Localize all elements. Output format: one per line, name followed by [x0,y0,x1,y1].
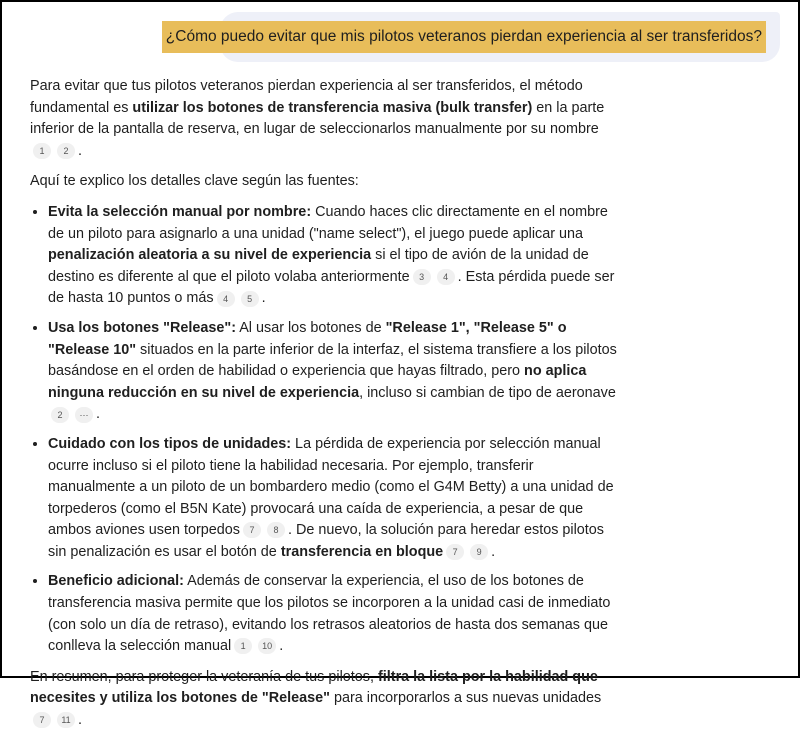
citation-chip[interactable]: 1 [234,638,252,654]
text: en la parte inferior de la pantalla de reserva, en lugar de seleccionarlos manualmente por su nombre [30,99,605,138]
key-points-list [30,202,620,658]
text: . [261,290,266,307]
list-item [48,202,620,310]
bold-text: filtra la lista por la habilidad que necesites y utiliza los botones de "Release" [30,668,598,707]
bold-text: Cuidado con los tipos de unidades: [48,435,292,452]
citation-chip[interactable]: 8 [267,522,285,538]
text: situados en la parte inferior de la interfaz, el sistema transfiere a los pilotos basándose en el orden de habilidad o experiencia que hayas filtrado, pero [48,341,617,380]
text: Cuando haces clic directamente en el nombre de un piloto para asignarlo a una unidad ("name select"), el juego puede aplicar una [48,203,608,242]
user-message-bubble [165,12,780,62]
text: Para evitar que tus pilotos veteranos pierdan experiencia al ser transferidos, el método fundamental es [30,78,583,116]
text: Aquí te explico los detalles clave según las fuentes: [30,173,359,190]
text: La pérdida de experiencia por selección manual ocurre incluso si el piloto tiene la habilidad necesaria. Por ejemplo, transferir manualmente a un piloto de un bombardero medio (como el G4M Betty) a una unidad de torpederos (como el B5N Kate) provocará una caída de experiencia, a pesar de que ambos aviones usen torpedos [48,435,614,539]
bold-text: utilizar los botones de transferencia masiva (bulk transfer) [132,99,533,116]
bold-text: Evita la selección manual por nombre: [48,203,312,220]
text: En resumen, para proteger la veteranía de tus pilotos, [30,668,378,685]
citation-chip[interactable]: 7 [446,544,464,560]
citation-chip[interactable]: 1 [33,143,51,159]
citation-chip[interactable]: 4 [437,269,455,285]
citation-chip[interactable]: 11 [57,712,75,728]
list-item [48,571,620,657]
text: , incluso si cambian de tipo de aeronave [359,384,616,401]
text: . [78,142,82,159]
list-item [48,318,620,426]
citation-chip[interactable]: 7 [243,522,261,538]
text: . [78,712,82,729]
lead-paragraph [30,171,620,193]
bold-text: Usa los botones "Release": [48,319,236,336]
summary-paragraph [30,667,620,732]
text: Además de conservar la experiencia, el uso de los botones de transferencia masiva permite que los pilotos se incorporen a la unidad casi de inmediato (con solo un día de retraso), evitando los retrasos aleatorios de hasta dos semanas que conlleva la selección manual [48,573,611,655]
citation-chip[interactable]: 10 [258,638,276,654]
text: . Esta pérdida puede ser de hasta 10 puntos o más [48,268,615,307]
bold-text: transferencia en bloque [280,543,444,560]
bold-text: "Release 1", "Release 5" o "Release 10" [48,319,567,358]
user-query-text: ¿Cómo puedo evitar que mis pilotos veteranos pierdan experiencia al ser transferidos? [162,21,766,53]
citation-chip[interactable]: ⋯ [75,407,93,423]
citation-chip[interactable]: 7 [33,712,51,728]
citation-chip[interactable]: 2 [57,143,75,159]
intro-paragraph [30,76,620,162]
citation-chip[interactable]: 3 [413,269,431,285]
text: . [279,638,284,655]
citation-chip[interactable]: 9 [470,544,488,560]
bold-text: Beneficio adicional: [48,573,184,590]
bold-text: penalización aleatoria a su nivel de experiencia [48,247,372,264]
text: . [96,406,100,423]
text: si el tipo de avión de la unidad de destino es diferente al que el piloto volaba anteriormente [48,247,589,285]
citation-chip[interactable]: 4 [217,291,235,307]
list-item [48,434,620,564]
text: . [491,543,496,560]
text: para incorporarlos a sus nuevas unidades [329,690,602,707]
citation-chip[interactable]: 2 [51,407,69,423]
text: . De nuevo, la solución para heredar estos pilotos sin penalización es usar el botón de [48,522,604,560]
text: Al usar los botones de [236,319,386,336]
assistant-response [30,76,620,741]
citation-chip[interactable]: 5 [241,291,259,307]
bold-text: no aplica ninguna reducción en su nivel de experiencia [48,363,587,401]
